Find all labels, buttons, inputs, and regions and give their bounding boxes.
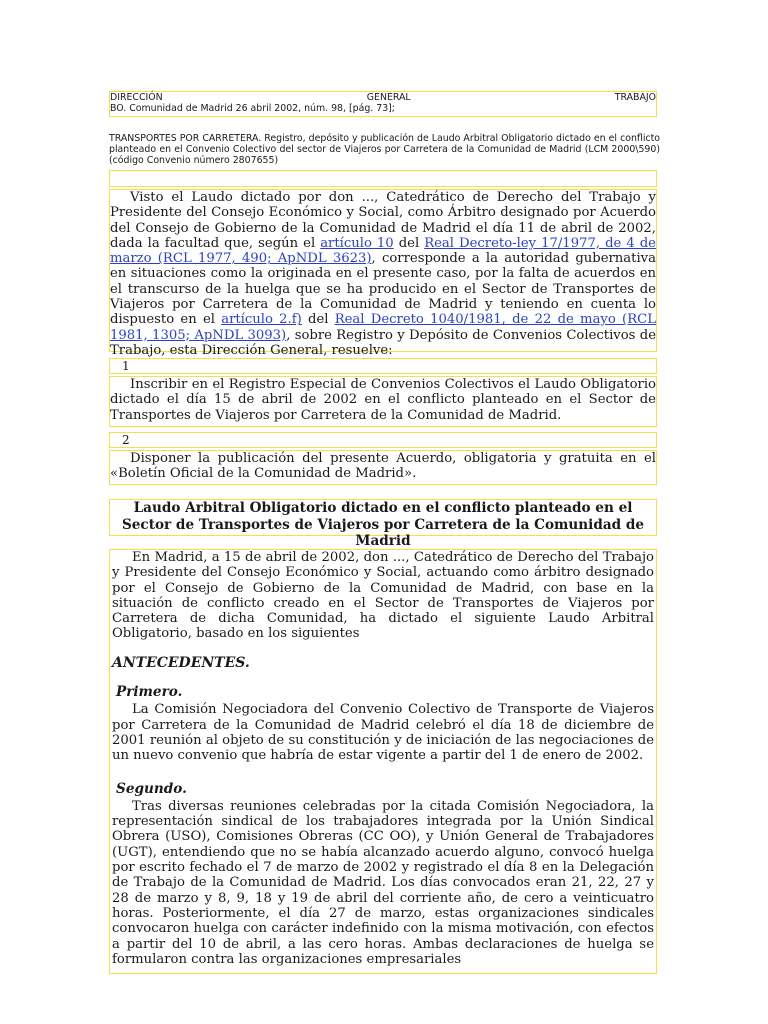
intro-paragraph	[109, 189, 657, 358]
laudo-title-text: Laudo Arbitral Obligatorio dictado en el conflicto planteado en el Sector de Transportes de Viajeros por Carretera de la Comunidad de Madrid	[121, 500, 645, 549]
intro-text-3: , corresponde a la autoridad gubernativa en situaciones como la originada en el presente caso, por la falta de acuerdos en el transcurso de la huelga que se ha producido en el Sector de Transportes de Viajeros por Carretera de la Comunidad de Madrid y teniendo en cuenta lo dispuesto en el	[110, 251, 656, 328]
resolution-number: 1	[122, 359, 130, 373]
header-row	[110, 92, 656, 103]
link-articulo-2f[interactable]: artículo 2.f)	[221, 312, 302, 328]
resolution-text: Disponer la publicación del presente Acuerdo, obligatoria y gratuita en el «Boletín Oficial de la Comunidad de Madrid».	[110, 451, 656, 482]
link-articulo-10[interactable]: artículo 10	[320, 235, 394, 251]
bo-reference: BO. Comunidad de Madrid 26 abril 2002, núm. 98, [pág. 73];	[110, 103, 395, 114]
intro-text	[110, 190, 656, 358]
segundo-text: Tras diversas reuniones celebradas por la citada Comisión Negociadora, la representación sindical de los trabajadores integrada por la Unión Sindical Obrera (USO), Comisiones Obreras (CC OO), y Unión General de Trabajadores (UGT), entendiendo que no se había alcanzado acuerdo alguno, convocó huelga por escrito fechado el 7 de marzo de 2002 y registrado el día 8 en la Delegación de Trabajo de la Comunidad de Madrid. Los días convocados eran 21, 22, 27 y 28 de marzo y 8, 9, 18 y 19 de abril del corriente año, de cero a veinticuatro horas. Posteriormente, el día 27 de marzo, estas organizaciones sindicales convocaron huelga con carácter indefinido con la misma motivación, con efectos a partir del 10 de abril, a las cero horas. Ambas declaraciones de huelga se formularon contra las organizaciones empresariales	[112, 798, 654, 967]
header-direccion: DIRECCIÓN	[110, 92, 163, 103]
summary-text: TRANSPORTES POR CARRETERA. Registro, depósito y publicación de Laudo Arbitral Obligatorio dictado en el conflicto planteado en el Convenio Colectivo del sector de Viajeros por Carretera de la Comunidad de Madrid (LCM 2000\590) (código Convenio número 2807655)	[109, 133, 660, 166]
resolution-number: 2	[122, 433, 130, 447]
primero-text: La Comisión Negociadora del Convenio Colectivo de Transporte de Viajeros por Carretera de la Comunidad de Madrid celebró el día 18 de diciembre de 2001 reunión al objeto de su constitución y de iniciación de las negociaciones de un nuevo convenio que habría de estar vigente a partir del 1 de enero de 2002.	[112, 702, 654, 764]
resolution-text: Inscribir en el Registro Especial de Convenios Colectivos el Laudo Obligatorio dictado el día 15 de abril de 2002 en el conflicto planteado en el Sector de Transportes de Viajeros por Carretera de la Comunidad de Madrid.	[110, 377, 656, 423]
segundo-heading: Segundo.	[116, 780, 187, 797]
document-header	[109, 91, 657, 117]
laudo-body	[109, 549, 657, 974]
header-general: GENERAL	[366, 92, 411, 103]
empty-line	[109, 170, 657, 187]
resolution-2-text	[109, 450, 657, 485]
resolution-2-number	[109, 432, 657, 448]
resolution-1-number	[109, 358, 657, 374]
intro-text-5: , sobre Registro y Depósito de Convenios Colectivos de Trabajo, esta Dirección General, resuelve:	[110, 327, 656, 358]
intro-text-1: Visto el Laudo dictado por don ..., Catedrático de Derecho del Trabajo y Presidente del Consejo Económico y Social, como Árbitro designado por Acuerdo del Consejo de Gobierno de la Comunidad de Madrid el día 11 de abril de 2002, dada la facultad que, según el	[110, 190, 656, 251]
header-trabajo: TRABAJO	[614, 92, 656, 103]
link-real-decreto-ley[interactable]: Real Decreto-ley 17/1977, de 4 de marzo (RCL 1977, 490; ApNDL 3623)	[110, 235, 656, 267]
primero-heading: Primero.	[116, 684, 183, 701]
link-real-decreto-1040[interactable]: Real Decreto 1040/1981, de 22 de mayo (RCL 1981, 1305; ApNDL 3093)	[110, 312, 656, 343]
intro-text-4: del	[301, 312, 335, 328]
laudo-title	[109, 499, 657, 549]
document-summary	[109, 133, 660, 166]
antecedentes-heading: ANTECEDENTES.	[112, 654, 250, 671]
laudo-intro: En Madrid, a 15 de abril de 2002, don ..., Catedrático de Derecho del Trabajo y Presidente del Consejo Económico y Social, actuando como árbitro designado por el Consejo de Gobierno de la Comunidad de Madrid, con base en la situación de conflicto creado en el Sector de Transportes de Viajeros por Carretera de dicha Comunidad, ha dictado el siguiente Laudo Arbitral Obligatorio, basado en los siguientes	[112, 550, 654, 642]
intro-text-2: del	[393, 235, 425, 251]
resolution-1-text	[109, 376, 657, 427]
